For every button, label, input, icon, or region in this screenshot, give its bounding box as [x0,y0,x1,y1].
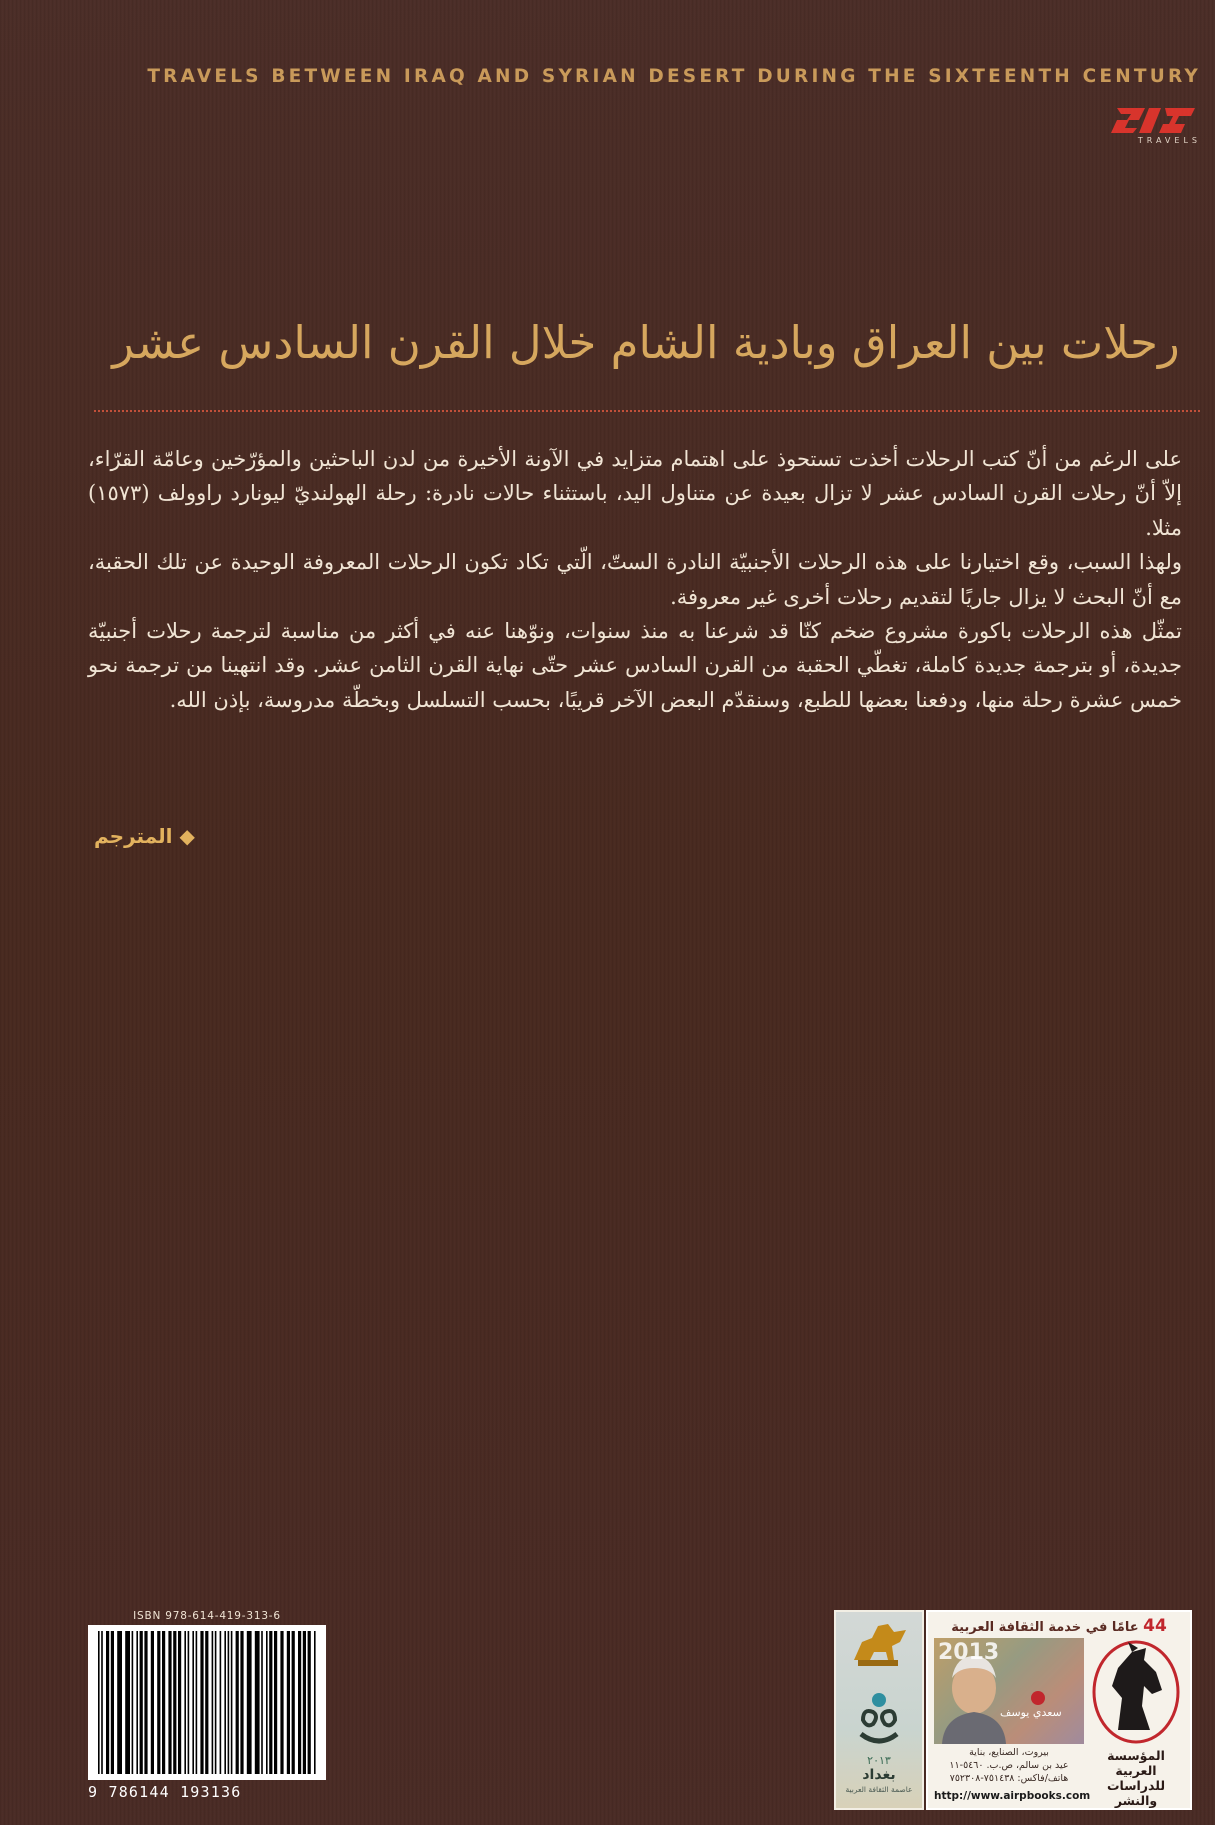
title-divider [94,410,1200,412]
series-logo [1097,106,1201,145]
publisher-name [1088,1748,1184,1808]
barcode-block [88,1610,326,1806]
baghdad-caption: عاصمة الثقافة العربية [845,1785,913,1794]
publisher-logo [1088,1638,1184,1748]
address-line: بيروت، الصنايع، بناية [969,1747,1049,1758]
publisher-address [934,1746,1084,1785]
baghdad-year: ٢٠١٣ [867,1754,891,1767]
publisher-name-line: المؤسسة [1107,1748,1165,1763]
publisher-name-line: العربية [1115,1763,1157,1778]
blurb-paragraph: ولهذا السبب، وقع اختيارنا على هذه الرحلات الأجنبيّة النادرة الستّ، الّتي تكاد تكون الرحلات المعروفة الوحيدة عن تلك الحقبة، مع أنّ البحث لا يزال جاريًا لتقديم رحلات أخرى غير معروفة. [88,550,1182,609]
english-title: TRAVELS BETWEEN IRAQ AND SYRIAN DESERT DURING THE SIXTEENTH CENTURY [147,66,1201,87]
lamassu-icon [848,1620,910,1682]
baghdad-name: بغداد [862,1767,896,1783]
publisher-anniversary [932,1616,1186,1636]
series-label: TRAVELS [1137,136,1201,145]
isbn-label: ISBN 978-614-419-313-6 [133,1610,281,1622]
baghdad-capital-sticker [834,1610,924,1810]
photo-year: 2013 [938,1640,1000,1665]
baghdad-emblem-icon [849,1690,909,1752]
publisher-name-line: والنشر [1114,1793,1158,1808]
address-line: هاتف/فاكس: ٧٥١٤٣٨-٧٥٢٣٠٨ [949,1773,1069,1784]
arabic-title: رحلات بين العراق وبادية الشام خلال القرن السادس عشر [112,316,1180,369]
author-photo [934,1638,1084,1744]
horse-head-icon [1088,1638,1184,1748]
barcode [88,1625,326,1780]
anniversary-number: 44 [1143,1616,1167,1636]
barcode-icon [96,1631,318,1774]
blurb-paragraph: تمثّل هذه الرحلات باكورة مشروع ضخم كنّا قد شرعنا به منذ سنوات، ونوّهنا عنه في أكثر من مناسبة لترجمة رحلات أجنبيّة جديدة، أو بترجمة جديدة كاملة، تغطّي الحقبة من القرن السادس عشر حتّى نهاية القرن الثامن عشر. وقد انتهينا من ترجمة نحو خمس عشرة رحلة منها، ودفعنا بعضها للطبع، وسنقدّم البعض الآخر قريبًا، بحسب التسلسل وبخطّة مدروسة، بإذن الله. [88,619,1182,712]
translator-signature [94,824,195,848]
address-line: عيد بن سالم، ص.ب. ٥٤٦٠-١١ [949,1760,1069,1771]
bullet-icon: ◆ [172,824,195,848]
anniversary-text: عامًا في خدمة الثقافة العربية [951,1620,1139,1635]
isbn-digits: 9 786144 193136 [88,1783,242,1801]
blurb-paragraph: على الرغم من أنّ كتب الرحلات أخذت تستحوذ على اهتمام متزايد في الآونة الأخيرة من لدن الباحثين والمؤرّخين وعامّة القرّاء، إلاّ أنّ رحلات القرن السادس عشر لا تزال بعيدة عن متناول اليد، باستثناء حالات نادرة: رحلة الهولنديّ ليونارد راوولف (١٥٧٣) مثلا. [88,447,1182,540]
blurb-text [88,442,1182,717]
signature-text: المترجم [94,824,173,848]
publisher-url: http://www.airpbooks.com [934,1790,1091,1802]
author-name: سعدي يوسف [1000,1706,1062,1719]
travels-logo-icon [1109,106,1201,134]
publisher-sticker [926,1610,1192,1810]
stickers [834,1610,1192,1810]
publisher-name-line: للدراسات [1106,1778,1166,1793]
